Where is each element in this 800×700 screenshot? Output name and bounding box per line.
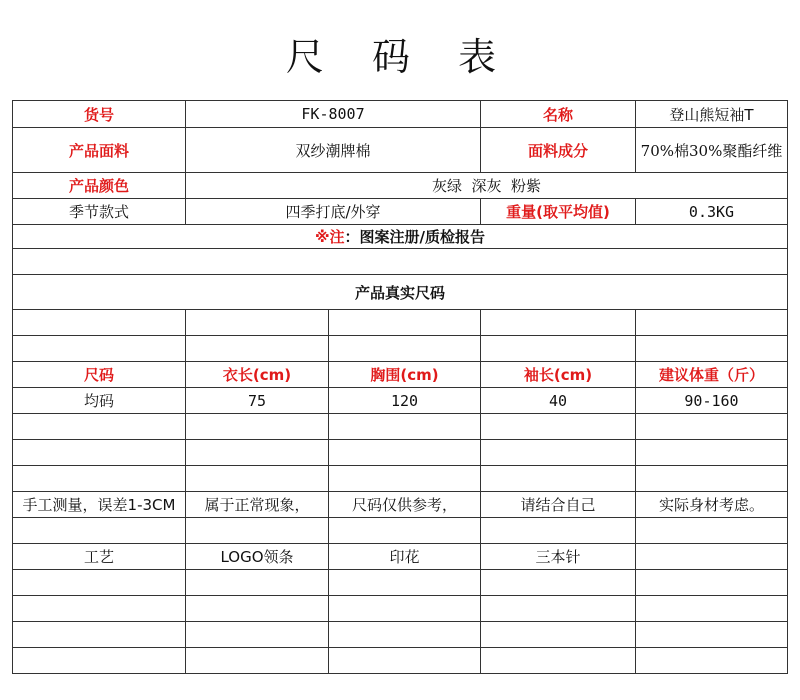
section-title-row xyxy=(13,275,788,310)
craft-cell: 三本针 xyxy=(481,544,636,570)
season-value: 四季打底/外穿 xyxy=(186,199,481,225)
size-header-row xyxy=(13,362,788,388)
sleeve-cell: 40 xyxy=(481,388,636,414)
info-row-fabric xyxy=(13,128,788,173)
composition-value: 70%棉30%聚酯纤维 xyxy=(636,128,788,173)
craft-cell: LOGO领条 xyxy=(186,544,329,570)
weight-value: 0.3KG xyxy=(636,199,788,225)
blank-row xyxy=(13,570,788,596)
blank-row xyxy=(13,622,788,648)
header-length: 衣长(cm) xyxy=(186,362,329,388)
blank-row xyxy=(13,310,788,336)
note-text: ：图案注册/质检报告 xyxy=(344,228,486,246)
section-title: 产品真实尺码 xyxy=(13,275,788,310)
name-label: 名称 xyxy=(481,101,636,128)
fabric-value: 双纱潮牌棉 xyxy=(186,128,481,173)
disclaimer-cell: 实际身材考虑。 xyxy=(636,492,788,518)
note-row xyxy=(13,225,788,249)
blank-row xyxy=(13,440,788,466)
header-size: 尺码 xyxy=(13,362,186,388)
blank-row xyxy=(13,414,788,440)
disclaimer-cell: 尺码仅供参考， xyxy=(329,492,481,518)
blank-row xyxy=(13,466,788,492)
disclaimer-cell: 手工测量，误差1-3CM xyxy=(13,492,186,518)
weight-label: 重量(取平均值) xyxy=(481,199,636,225)
season-label: 季节款式 xyxy=(13,199,186,225)
item-no-label: 货号 xyxy=(13,101,186,128)
blank-row xyxy=(13,518,788,544)
page-title: 尺 码 表 xyxy=(285,35,515,79)
color-label: 产品颜色 xyxy=(13,173,186,199)
table-row xyxy=(13,388,788,414)
size-cell: 均码 xyxy=(13,388,186,414)
blank-row xyxy=(13,336,788,362)
blank-row xyxy=(13,596,788,622)
note-cell xyxy=(13,225,788,249)
craft-label: 工艺 xyxy=(13,544,186,570)
length-cell: 75 xyxy=(186,388,329,414)
color-value: 灰绿 深灰 粉紫 xyxy=(186,173,788,199)
header-chest: 胸围(cm) xyxy=(329,362,481,388)
header-sleeve: 袖长(cm) xyxy=(481,362,636,388)
blank-row xyxy=(13,249,788,275)
disclaimer-cell: 属于正常现象， xyxy=(186,492,329,518)
composition-label: 面料成分 xyxy=(481,128,636,173)
info-row-season xyxy=(13,199,788,225)
blank-row xyxy=(13,648,788,674)
info-row-color xyxy=(13,173,788,199)
size-chart-table xyxy=(12,100,788,674)
header-weight: 建议体重（斤） xyxy=(636,362,788,388)
chest-cell: 120 xyxy=(329,388,481,414)
item-no-value: FK-8007 xyxy=(186,101,481,128)
craft-row xyxy=(13,544,788,570)
weight-cell: 90-160 xyxy=(636,388,788,414)
craft-cell: 印花 xyxy=(329,544,481,570)
info-row-item xyxy=(13,101,788,128)
note-star: ※注 xyxy=(314,228,345,246)
fabric-label: 产品面料 xyxy=(13,128,186,173)
disclaimer-row xyxy=(13,492,788,518)
name-value: 登山熊短袖T xyxy=(636,101,788,128)
disclaimer-cell: 请结合自己 xyxy=(481,492,636,518)
